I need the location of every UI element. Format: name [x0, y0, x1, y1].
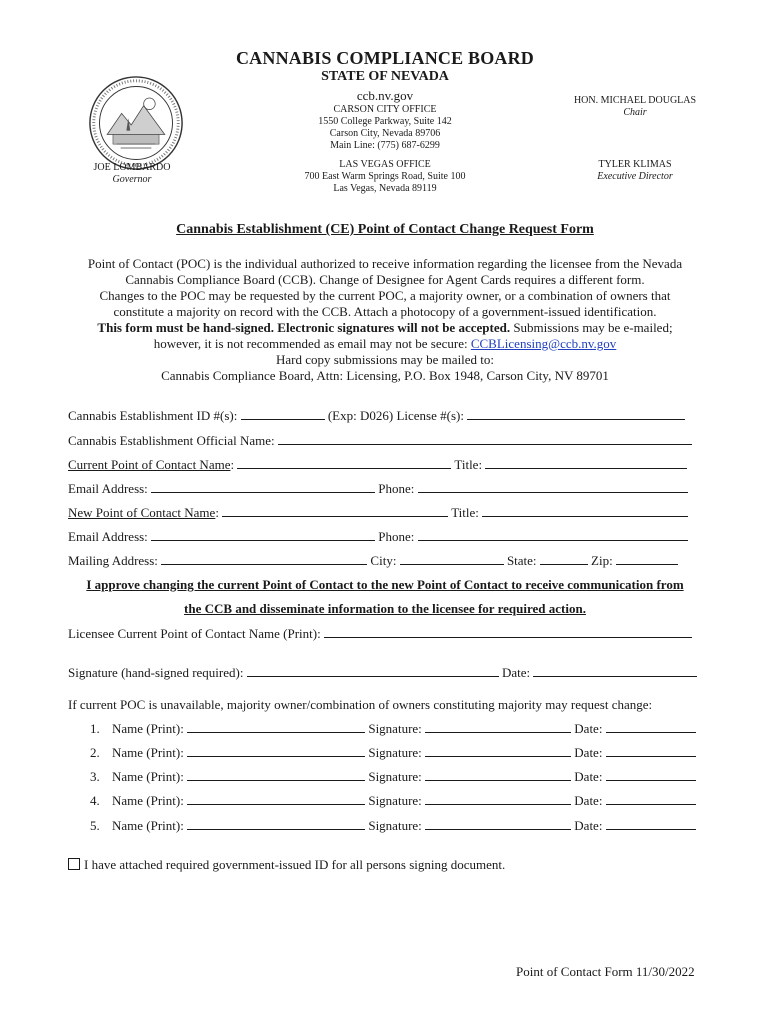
- signer-name-label: Name (Print):: [112, 721, 184, 736]
- signer-date-field[interactable]: [606, 745, 696, 757]
- signer-signature-field[interactable]: [425, 769, 571, 781]
- current-poc-contact-row: [68, 481, 688, 497]
- ce-id-label: Cannabis Establishment ID #(s):: [68, 408, 238, 423]
- mailing-address-line: Cannabis Compliance Board, Attn: Licensing, P.O. Box 1948, Carson City, NV 89701: [161, 368, 609, 383]
- current-poc-title-label: Title:: [454, 457, 483, 472]
- governor-name: JOE LOMBARDO: [93, 162, 171, 173]
- signer-number: 5.: [90, 818, 100, 833]
- current-poc-title-field[interactable]: [485, 457, 687, 469]
- signer-row: [90, 721, 696, 737]
- signer-row: [90, 769, 696, 785]
- signer-signature-field[interactable]: [425, 793, 571, 805]
- signer-row: [90, 745, 696, 761]
- carson-address-line2: Carson City, Nevada 89706: [329, 128, 441, 139]
- ccb-licensing-email-link[interactable]: CCBLicensing@ccb.nv.gov: [470, 336, 617, 351]
- zip-field[interactable]: [616, 553, 678, 565]
- city-field[interactable]: [400, 553, 504, 565]
- ce-id-row: [68, 408, 685, 424]
- signer-date-label: Date:: [574, 721, 603, 736]
- state-field[interactable]: [540, 553, 588, 565]
- signer-name-field[interactable]: [187, 769, 365, 781]
- signer-date-field[interactable]: [606, 793, 696, 805]
- current-phone-field[interactable]: [418, 481, 688, 493]
- email-security-note: however, it is not recommended as email may not be secure:: [153, 336, 471, 351]
- licensee-name-row: [68, 626, 692, 642]
- license-label: (Exp: D026) License #(s):: [327, 408, 464, 423]
- new-poc-title-label: Title:: [451, 505, 479, 520]
- licensee-name-field[interactable]: [324, 626, 692, 638]
- signer-name-label: Name (Print):: [112, 745, 184, 760]
- new-poc-contact-row: [68, 529, 688, 545]
- mailing-field[interactable]: [161, 553, 367, 565]
- new-poc-label: New Point of Contact Name: [68, 505, 216, 520]
- signer-date-label: Date:: [574, 818, 603, 833]
- chair-name: HON. MICHAEL DOUGLAS: [573, 95, 697, 106]
- signer-name-field[interactable]: [187, 721, 365, 733]
- city-label: City:: [370, 553, 397, 568]
- signer-signature-field[interactable]: [425, 745, 571, 757]
- id-attached-checkbox[interactable]: [68, 858, 80, 870]
- state-name: STATE OF NEVADA: [321, 69, 449, 84]
- official-name-field[interactable]: [278, 433, 692, 445]
- licensee-name-label: Licensee Current Point of Contact Name (Print):: [68, 626, 321, 641]
- intro-line-3: Changes to the POC may be requested by the current POC, a majority owner, or a combination of owners that: [99, 288, 671, 303]
- new-phone-field[interactable]: [418, 529, 688, 541]
- agency-title: CANNABIS COMPLIANCE BOARD: [235, 48, 535, 68]
- carson-address-line1: 1550 College Parkway, Suite 142: [318, 116, 452, 127]
- zip-label: Zip:: [591, 553, 613, 568]
- form-version-footer: Point of Contact Form 11/30/2022: [516, 964, 695, 979]
- signer-number: 3.: [90, 769, 100, 784]
- vegas-address-line2: Las Vegas, Nevada 89119: [333, 183, 437, 194]
- id-attached-row: [68, 857, 505, 873]
- website-link[interactable]: ccb.nv.gov: [356, 88, 414, 103]
- chair-title: Chair: [623, 107, 647, 118]
- mailing-row: [68, 553, 678, 569]
- signer-signature-label: Signature:: [368, 721, 422, 736]
- signer-number: 2.: [90, 745, 100, 760]
- intro-line-7: Hard copy submissions may be mailed to:: [275, 352, 495, 367]
- intro-line-6: [0, 336, 770, 352]
- signer-signature-field[interactable]: [425, 818, 571, 830]
- approval-statement-line1: I approve changing the current Point of Contact to the new Point of Contact to receive communication from: [86, 577, 684, 592]
- new-phone-label: Phone:: [378, 529, 415, 544]
- signer-signature-label: Signature:: [368, 745, 422, 760]
- current-phone-label: Phone:: [378, 481, 415, 496]
- director-name: TYLER KLIMAS: [598, 159, 672, 170]
- governor-title: Governor: [112, 174, 152, 185]
- intro-line-1: Point of Contact (POC) is the individual authorized to receive information regarding the licensee from the Nevada: [87, 256, 683, 271]
- handsign-warning: This form must be hand-signed. Electronic signatures will not be accepted.: [97, 320, 511, 335]
- carson-phone: Main Line: (775) 687-6299: [330, 140, 440, 151]
- new-poc-name-field[interactable]: [222, 505, 448, 517]
- signer-signature-label: Signature:: [368, 818, 422, 833]
- new-email-field[interactable]: [151, 529, 375, 541]
- ce-id-field[interactable]: [241, 408, 325, 420]
- majority-note: If current POC is unavailable, majority owner/combination of owners constituting majority may request change:: [68, 697, 653, 712]
- new-email-label: Email Address:: [68, 529, 148, 544]
- mailing-label: Mailing Address:: [68, 553, 158, 568]
- signature-date-field[interactable]: [533, 665, 697, 677]
- vegas-address-line1: 700 East Warm Springs Road, Suite 100: [304, 171, 466, 182]
- signer-number: 4.: [90, 793, 100, 808]
- new-poc-title-field[interactable]: [482, 505, 688, 517]
- intro-line-5: [0, 320, 770, 336]
- approval-statement-line2: the CCB and disseminate information to the licensee for required action.: [184, 601, 586, 616]
- signer-row: [90, 793, 696, 809]
- signer-name-label: Name (Print):: [112, 818, 184, 833]
- signer-number: 1.: [90, 721, 100, 736]
- license-field[interactable]: [467, 408, 685, 420]
- signer-date-label: Date:: [574, 745, 603, 760]
- signer-signature-label: Signature:: [368, 769, 422, 784]
- signer-name-field[interactable]: [187, 818, 365, 830]
- signature-label: Signature (hand-signed required):: [68, 665, 244, 680]
- state-label: State:: [506, 553, 537, 568]
- form-title: Cannabis Establishment (CE) Point of Contact Change Request Form: [176, 222, 594, 237]
- official-name-label: Cannabis Establishment Official Name:: [68, 433, 275, 448]
- signer-date-field[interactable]: [606, 769, 696, 781]
- new-poc-row: [68, 505, 688, 521]
- signature-date-label: Date:: [501, 665, 531, 680]
- current-poc-colon: :: [230, 457, 235, 472]
- signer-row: [90, 818, 696, 834]
- intro-line-2: Cannabis Compliance Board (CCB). Change of Designee for Agent Cards requires a different form.: [125, 272, 645, 287]
- current-poc-label: Current Point of Contact Name: [68, 457, 231, 472]
- signer-date-field[interactable]: [606, 818, 696, 830]
- new-poc-colon: :: [215, 505, 219, 520]
- signer-name-field[interactable]: [187, 745, 365, 757]
- signature-field[interactable]: [247, 665, 499, 677]
- id-attached-label: I have attached required government-issued ID for all persons signing document.: [84, 857, 506, 872]
- signer-signature-label: Signature:: [368, 793, 422, 808]
- intro-line-4: constitute a majority on record with the CCB. Attach a photocopy of a government-issued identification.: [113, 304, 657, 319]
- director-title: Executive Director: [597, 171, 673, 182]
- carson-office-label: CARSON CITY OFFICE: [333, 104, 437, 115]
- signer-date-label: Date:: [574, 793, 603, 808]
- current-poc-name-field[interactable]: [237, 457, 451, 469]
- current-poc-row: [68, 457, 687, 473]
- signer-signature-field[interactable]: [425, 721, 571, 733]
- signer-date-label: Date:: [574, 769, 603, 784]
- email-submission-note: Submissions may be e-mailed;: [510, 320, 673, 335]
- signer-name-field[interactable]: [187, 793, 365, 805]
- signer-name-label: Name (Print):: [112, 793, 184, 808]
- signature-row: [68, 665, 697, 681]
- current-email-label: Email Address:: [68, 481, 148, 496]
- signer-name-label: Name (Print):: [112, 769, 184, 784]
- current-email-field[interactable]: [151, 481, 375, 493]
- official-name-row: [68, 433, 692, 449]
- signer-date-field[interactable]: [606, 721, 696, 733]
- vegas-office-label: LAS VEGAS OFFICE: [339, 159, 431, 170]
